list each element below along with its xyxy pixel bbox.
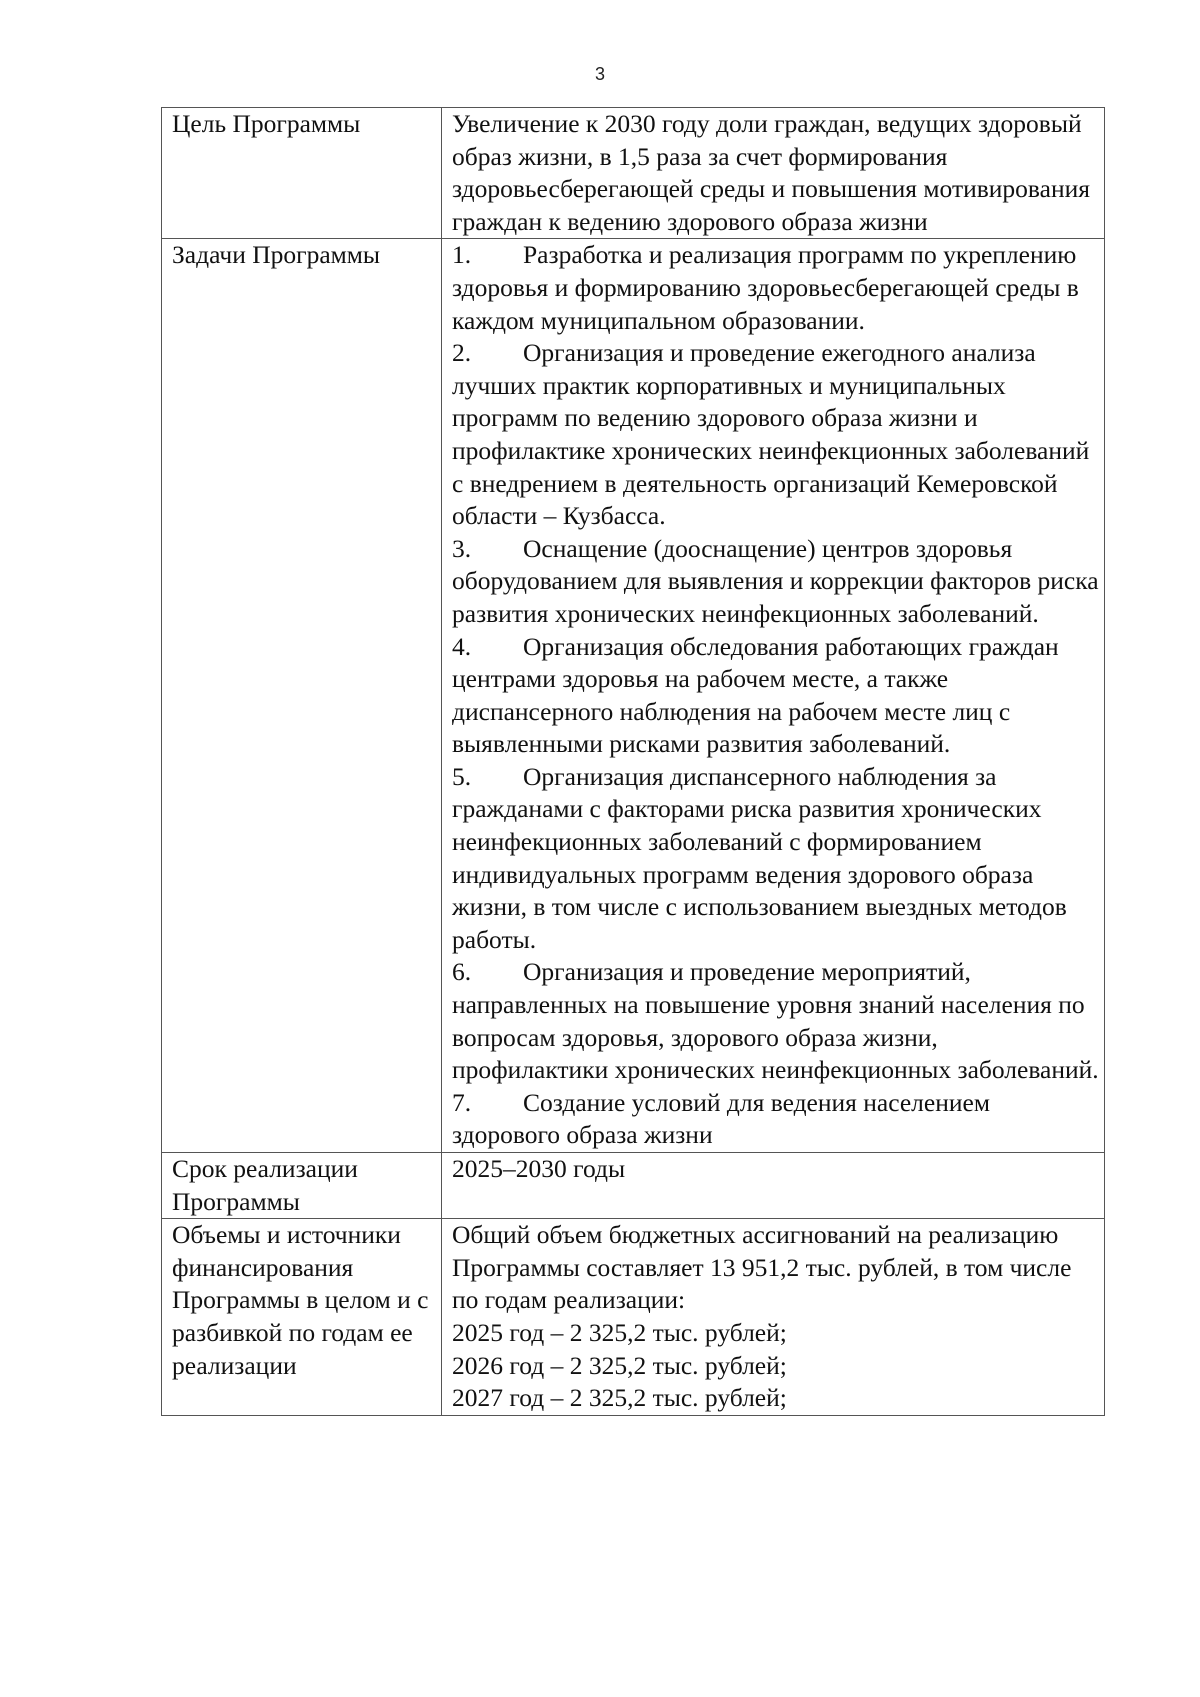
task-item bbox=[452, 761, 1100, 957]
task-item bbox=[452, 533, 1100, 631]
program-passport-table bbox=[161, 107, 1105, 1416]
task-item bbox=[452, 1087, 1100, 1152]
task-number: 6. bbox=[452, 957, 472, 987]
funding-intro: Общий объем бюджетных ассигнований на реализацию Программы составляет 13 951,2 тыс. рублей, в том числе по годам реализации: bbox=[452, 1220, 1072, 1315]
task-text: Организация диспансерного наблюдения за гражданами с факторами риска развития хронических неинфекционных заболеваний с формированием индивидуальных программ ведения здорового образа жизни, в том числе с использованием выездных методов работы. bbox=[452, 761, 1067, 954]
task-item bbox=[452, 631, 1100, 761]
table-row-funding bbox=[162, 1219, 1105, 1416]
task-number: 3. bbox=[452, 533, 472, 563]
task-text: Организация и проведение ежегодного анализа лучших практик корпоративных и муниципальных программ по ведению здорового образа жизни и профилактике хронических неинфекционных заболеваний с внедрением в деятельность организаций Кемеровской области – Кузбасса. bbox=[452, 338, 1090, 531]
page-number: 3 bbox=[594, 64, 605, 84]
task-text: Организация обследования работающих граждан центрами здоровья на рабочем месте, а также диспансерного наблюдения на рабочем месте лиц с выявленными рисками развития заболеваний. bbox=[452, 631, 1059, 759]
funding-year-line: 2025 год – 2 325,2 тыс. рублей; bbox=[452, 1317, 787, 1347]
funding-year-line: 2027 год – 2 325,2 тыс. рублей; bbox=[452, 1383, 787, 1413]
goal-label: Цель Программы bbox=[162, 108, 442, 239]
task-number: 1. bbox=[452, 240, 472, 270]
funding-value bbox=[442, 1219, 1105, 1416]
goal-value: Увеличение к 2030 году доли граждан, ведущих здоровый образ жизни, в 1,5 раза за счет формирования здоровьесберегающей среды и повышения мотивирования граждан к ведению здорового образа жизни bbox=[442, 108, 1105, 239]
task-text: Оснащение (дооснащение) центров здоровья оборудованием для выявления и коррекции факторов риска развития хронических неинфекционных заболеваний. bbox=[452, 533, 1099, 628]
task-text: Разработка и реализация программ по укреплению здоровья и формированию здоровьесберегающей среды в каждом муниципальном образовании. bbox=[452, 240, 1079, 335]
tasks-list bbox=[442, 239, 1105, 1153]
task-item bbox=[452, 239, 1100, 337]
table-row-goal bbox=[162, 108, 1105, 239]
table-row-tasks bbox=[162, 239, 1105, 1153]
table-row-term bbox=[162, 1153, 1105, 1219]
task-item bbox=[452, 337, 1100, 533]
funding-label: Объемы и источники финансирования Программы в целом и с разбивкой по годам ее реализации bbox=[162, 1219, 442, 1416]
task-number: 7. bbox=[452, 1087, 472, 1117]
term-value: 2025–2030 годы bbox=[442, 1153, 1105, 1219]
task-text: Создание условий для ведения населением здорового образа жизни bbox=[452, 1087, 990, 1150]
task-number: 5. bbox=[452, 761, 472, 791]
task-item bbox=[452, 956, 1100, 1086]
task-number: 4. bbox=[452, 631, 472, 661]
tasks-label: Задачи Программы bbox=[162, 239, 442, 1153]
task-text: Организация и проведение мероприятий, направленных на повышение уровня знаний населения по вопросам здоровья, здорового образа жизни, профилактики хронических неинфекционных заболеваний. bbox=[452, 957, 1099, 1085]
task-number: 2. bbox=[452, 338, 472, 368]
funding-year-line: 2026 год – 2 325,2 тыс. рублей; bbox=[452, 1350, 787, 1380]
term-label: Срок реализации Программы bbox=[162, 1153, 442, 1219]
